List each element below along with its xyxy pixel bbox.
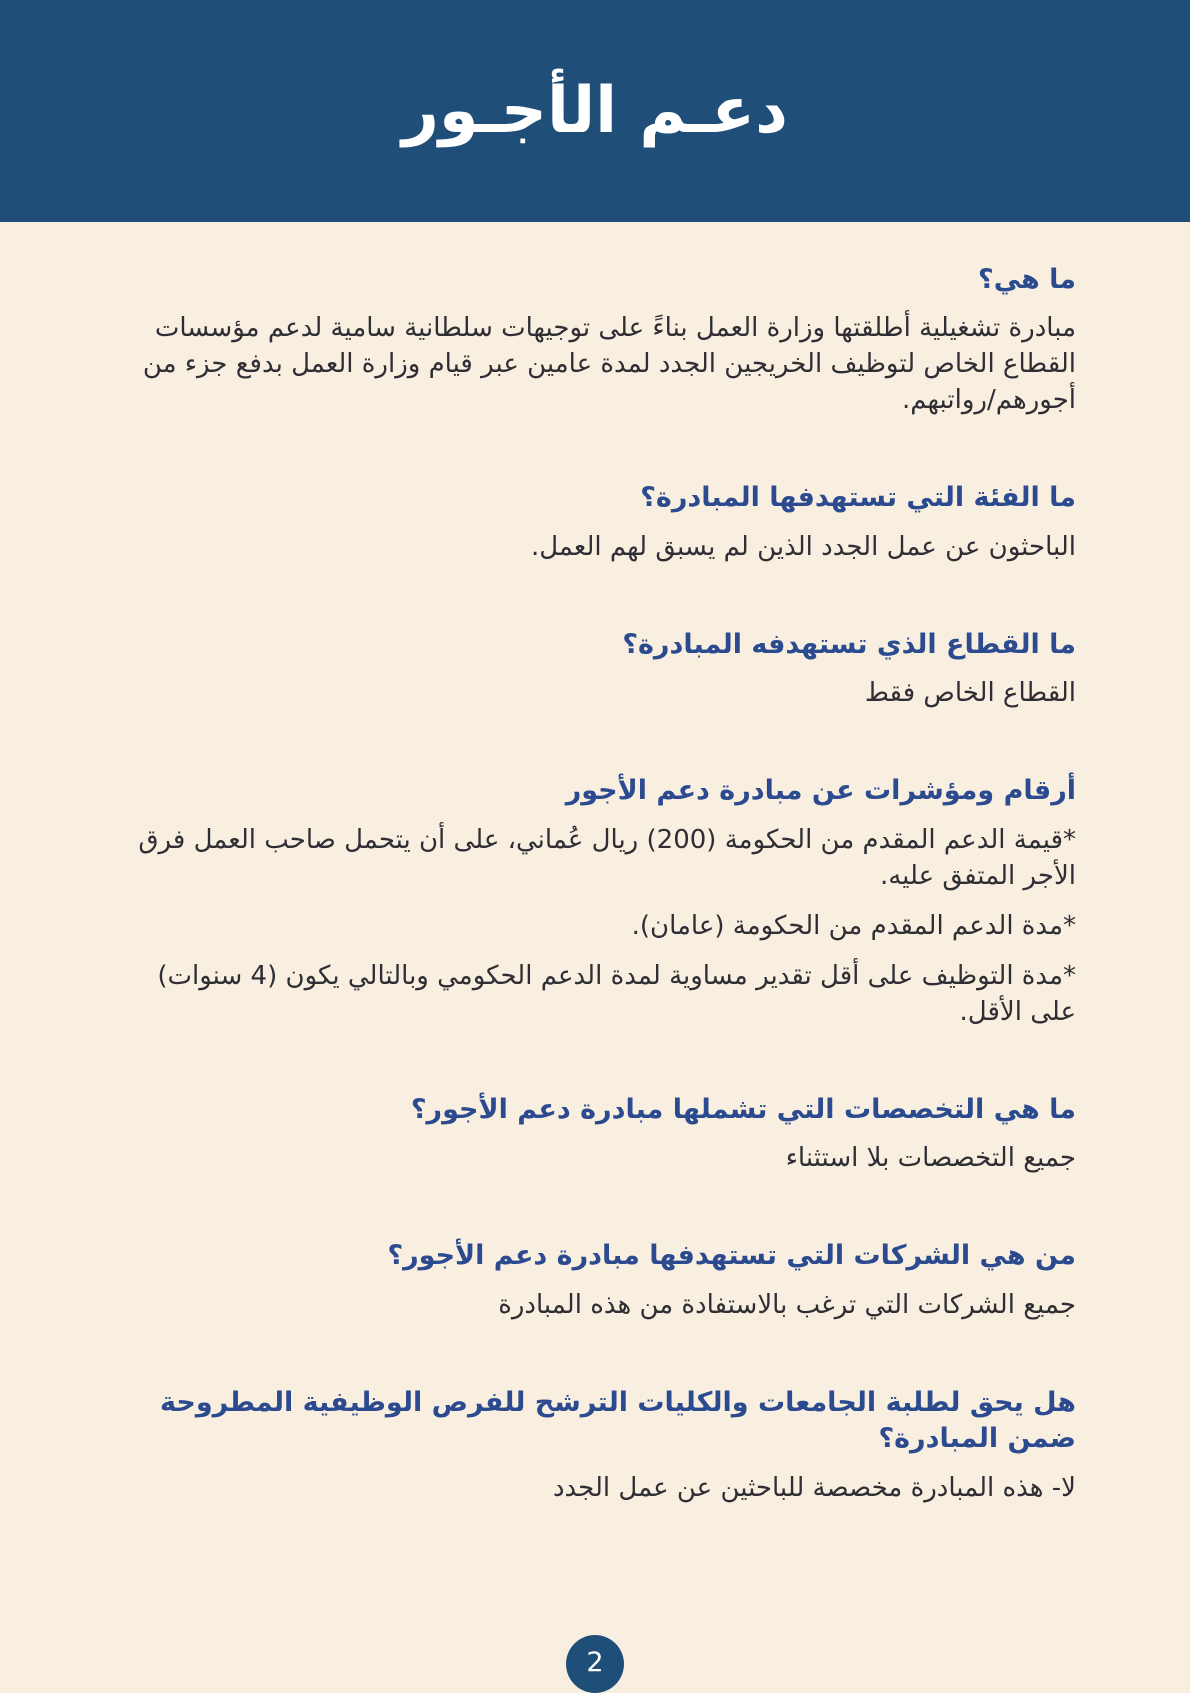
header-banner [0, 0, 1190, 222]
answer-bullet: *مدة التوظيف على أقل تقدير مساوية لمدة الدعم الحكومي وبالتالي يكون (4 سنوات) على الأقل. [157, 960, 1076, 1027]
faq-section-figures [116, 773, 1076, 1029]
question-heading: ما هي؟ [978, 264, 1076, 295]
answer-bullet: *قيمة الدعم المقدم من الحكومة (200) ريال عُماني، على أن يتحمل صاحب العمل فرق الأجر المتفق عليه. [138, 824, 1076, 891]
answer-text: مبادرة تشغيلية أطلقتها وزارة العمل بناءً على توجيهات سلطانية سامية لدعم مؤسسات القطاع الخاص لتوظيف الخريجين الجدد لمدة عامين عبر قيام وزارة العمل بدفع جزء من أجورهم/رواتبهم. [142, 313, 1076, 416]
faq-section-students [116, 1385, 1076, 1506]
faq-section-what-is [116, 262, 1076, 418]
answer-text: جميع التخصصات بلا استثناء [785, 1143, 1076, 1174]
faq-section-specializations [116, 1092, 1076, 1176]
page-number-badge [566, 1635, 624, 1693]
answer-text: القطاع الخاص فقط [864, 678, 1076, 709]
question-heading: ما الفئة التي تستهدفها المبادرة؟ [640, 482, 1076, 514]
answer-text: جميع الشركات التي ترغب بالاستفادة من هذه المبادرة [498, 1289, 1076, 1320]
page-title: دعـم الأجـور [402, 74, 788, 148]
faq-section-target-group [116, 480, 1076, 564]
faq-section-target-sector [116, 627, 1076, 711]
question-heading: ما القطاع الذي تستهدفه المبادرة؟ [622, 628, 1076, 660]
faq-section-companies [116, 1238, 1076, 1322]
answer-text: الباحثون عن عمل الجدد الذين لم يسبق لهم العمل. [530, 531, 1076, 562]
faq-content [116, 262, 1076, 1568]
answer-bullet: *مدة الدعم المقدم من الحكومة (عامان). [631, 910, 1076, 941]
question-heading: ما هي التخصصات التي تشملها مبادرة دعم الأجور؟ [410, 1093, 1076, 1125]
question-heading: أرقام ومؤشرات عن مبادرة دعم الأجور [565, 775, 1076, 807]
page-number: 2 [586, 1647, 604, 1678]
answer-text: لا- هذه المبادرة مخصصة للباحثين عن عمل الجدد [552, 1472, 1076, 1503]
question-heading: من هي الشركات التي تستهدفها مبادرة دعم الأجور؟ [387, 1240, 1076, 1272]
question-heading: هل يحق لطلبة الجامعات والكليات الترشح للفرص الوظيفية المطروحة ضمن المبادرة؟ [160, 1386, 1076, 1455]
